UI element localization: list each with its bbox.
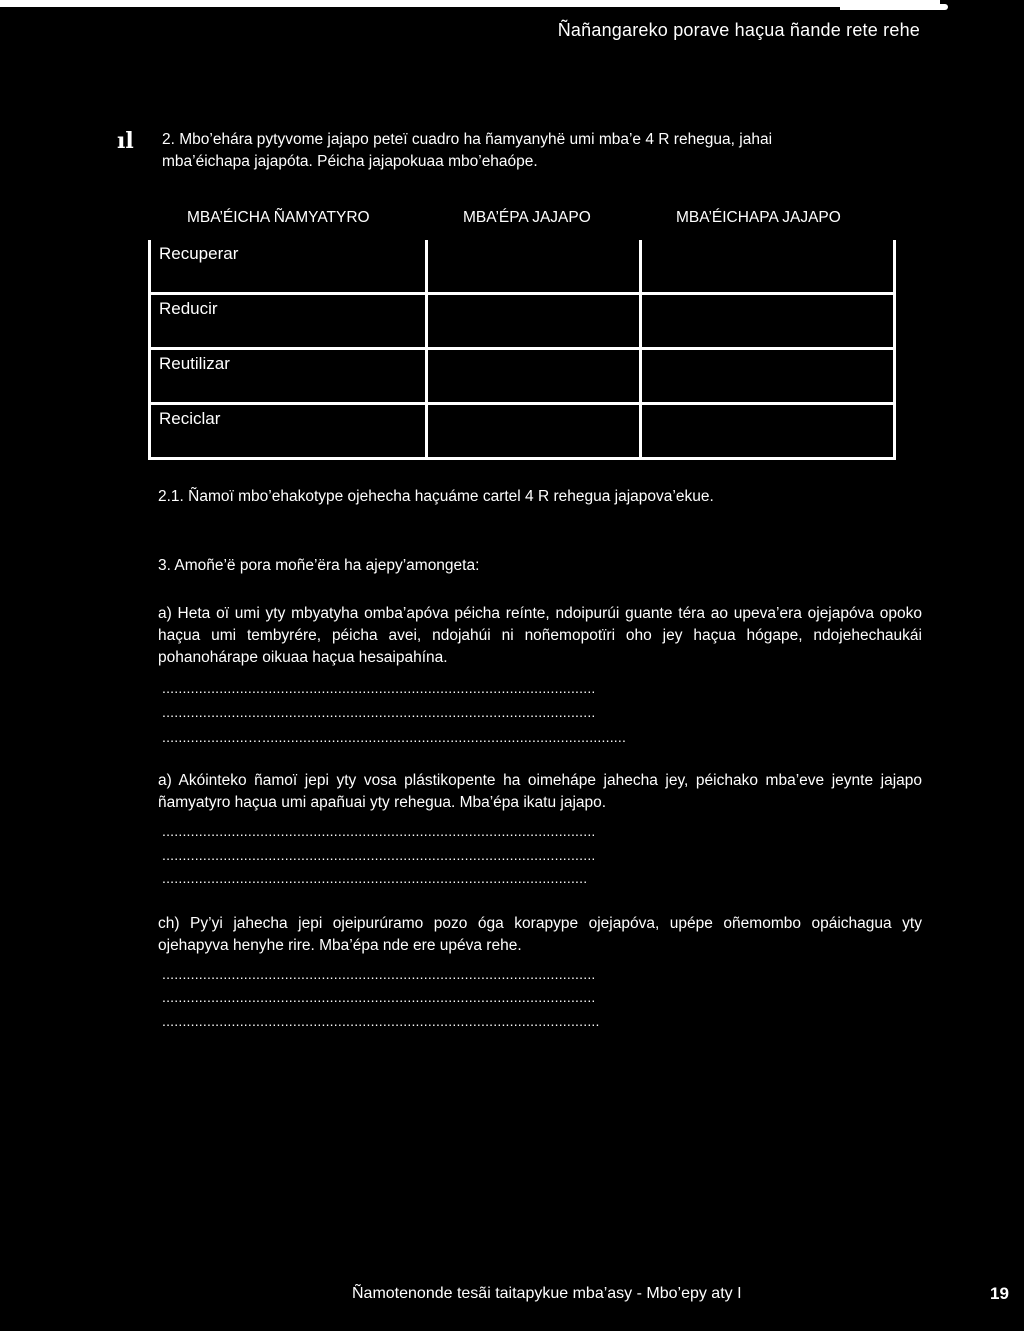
- row-label: Reutilizar: [159, 354, 230, 373]
- question-2-text: 2. Mbo’ehára pytyvome jajapo peteï cuadro ha ñamyanyhë umi mba’e 4 R rehegua, jahai mba’éichapa jajapóta. Péicha jajapokuaa mbo’ehaópe.: [162, 131, 773, 170]
- row-label-cell: [150, 349, 427, 404]
- column-header-3: MBA’ÉICHAPA JAJAPO: [676, 209, 841, 226]
- margin-marker: ıl: [117, 128, 134, 154]
- answer-line[interactable]: .....................….........................................................................................: [162, 729, 627, 745]
- running-header: Ñañangareko porave haçua ñande rete rehe: [557, 20, 920, 40]
- answer-cell[interactable]: [641, 404, 895, 459]
- table-row: [150, 404, 895, 459]
- column-header-1: MBA’ÉICHA ÑAMYATYRO: [187, 209, 370, 226]
- answer-cell[interactable]: [641, 294, 895, 349]
- answer-cell[interactable]: [641, 349, 895, 404]
- row-label-cell: [150, 294, 427, 349]
- question-3-title: 3. Amoñe’ë pora moñe’ëra ha ajepy’amongeta:: [158, 557, 480, 574]
- table-row: [150, 349, 895, 404]
- answer-line[interactable]: ........................................................................................................: [162, 870, 588, 886]
- table-row: [150, 294, 895, 349]
- question-3a-text: a) Heta oï umi yty mbyatyha omba’apóva péicha reínte, ndoipurúi guante téra ao upeva’era ojejapóva opoko haçua umi tembyrére, péicha avei, ndojahúi ni noñemopotïri oho jey haçua hógape, ndojehechaukái pohanohárape oikuaa haçua hesaipahína.: [158, 605, 922, 666]
- top-rule: [0, 0, 940, 7]
- row-label-cell: [150, 404, 427, 459]
- top-rule-tail: [840, 4, 948, 10]
- row-label: Reciclar: [159, 409, 221, 428]
- footer-text: Ñamotenonde tesãi taitapykue mba’asy - Mbo’epy aty I: [352, 1285, 742, 1302]
- column-header-2: MBA’ÉPA JAJAPO: [463, 209, 591, 226]
- question-2-1-text: 2.1. Ñamoï mbo’ehakotype ojehecha haçuáme cartel 4 R rehegua jajapova’ekue.: [158, 488, 714, 505]
- answer-cell[interactable]: [427, 240, 641, 294]
- four-r-table: [148, 240, 896, 460]
- row-label-cell: [150, 240, 427, 294]
- answer-line[interactable]: ..........................................................................................................: [162, 989, 596, 1005]
- answer-line[interactable]: ..........................................................................................................: [162, 704, 596, 720]
- row-label: Reducir: [159, 299, 218, 318]
- answer-cell[interactable]: [641, 240, 895, 294]
- answer-line[interactable]: ...........................................................................................................: [162, 1013, 600, 1029]
- answer-line[interactable]: ..........................................................................................................: [162, 847, 596, 863]
- answer-cell[interactable]: [427, 349, 641, 404]
- question-3ch-text: ch) Py’yi jahecha jepi ojeipurúramo pozo óga korapype ojejapóva, upépe oñemombo opáichagua yty ojehapyva henyhe rire. Mba’épa nde ere upéva rehe.: [158, 915, 922, 954]
- answer-cell[interactable]: [427, 294, 641, 349]
- question-3a2-text: a) Akóinteko ñamoï jepi yty vosa plástikopente ha oimehápe jahecha jey, péichako mba’eve jeynte jajapo ñamyatyro haçua umi apañuai yty rehegua. Mba’épa ikatu jajapo.: [158, 772, 922, 811]
- answer-line[interactable]: ..........................................................................................................: [162, 823, 596, 839]
- answer-line[interactable]: ..........................................................................................................: [162, 680, 596, 696]
- answer-cell[interactable]: [427, 404, 641, 459]
- row-label: Recuperar: [159, 244, 239, 263]
- page-number: 19: [990, 1284, 1009, 1303]
- table-row: [150, 240, 895, 294]
- answer-line[interactable]: ..........................................................................................................: [162, 966, 596, 982]
